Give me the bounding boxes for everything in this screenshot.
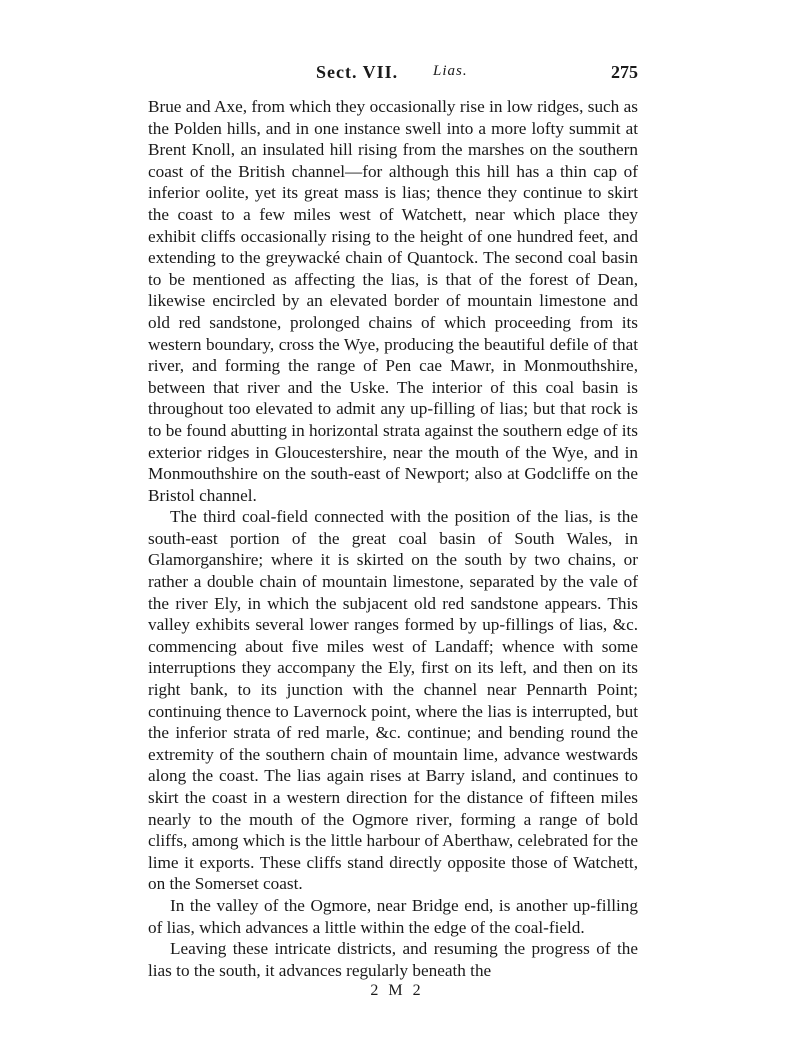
body-text — [148, 96, 638, 981]
section-heading: Sect. VII. — [316, 62, 399, 82]
paragraph-ogmore-valley: In the valley of the Ogmore, near Bridge end, is another up-filling of lias, which advances a little within the edge of the coal-field. — [148, 895, 638, 937]
paragraph-continued: Brue and Axe, from which they occasionally rise in low ridges, such as the Polden hills, and in one instance swell into a more lofty summit at Brent Knoll, an insulated hill rising from the marshes on the southern coast of the British channel—for although this hill has a thin cap of inferior oolite, yet its great mass is lias; thence they continue to skirt the coast to a few miles west of Watchett, near which place they exhibit cliffs occasionally rising to the height of one hundred feet, and extending to the greywacké chain of Quantock. The second coal basin to be mentioned as affecting the lias, is that of the forest of Dean, likewise encircled by an elevated border of mountain limestone and old red sandstone, prolonged chains of which proceeding from its western boundary, cross the Wye, producing the beautiful defile of that river, and forming the range of Pen cae Mawr, in Monmouthshire, between that river and the Uske. The interior of this coal basin is throughout too elevated to admit any up-filling of lias; but that rock is to be found abutting in horizontal strata against the southern edge of its exterior ridges in Gloucestershire, near the mouth of the Wye, and in Monmouthshire on the south-east of Newport; also at Godcliffe on the Bristol channel. — [148, 97, 638, 505]
running-head — [148, 62, 638, 88]
signature-mark: 2 M 2 — [370, 982, 424, 1000]
topic-heading: Lias. — [433, 63, 468, 79]
paragraph-leaving-districts: Leaving these intricate districts, and resuming the progress of the lias to the south, it advances regularly beneath the — [148, 939, 638, 980]
paragraph-third-coal-field: The third coal-field connected with the position of the lias, is the south-east portion of the great coal basin of South Wales, in Glamorganshire; where it is skirted on the south by two chains, or rather a double chain of mountain limestone, separated by the vale of the river Ely, in which the subjacent old red sandstone appears. This valley exhibits several lower ranges formed by up-fillings of lias, &c. commencing about five miles west of Landaff; whence with some interruptions they accompany the Ely, first on its left, and then on its right bank, to its junction with the channel near Pennarth Point; continuing thence to Lavernock point, where the lias is interrupted, but the inferior strata of red marle, &c. continue; and bending round the extremity of the southern chain of mountain lime, advance westwards along the coast. The lias again rises at Barry island, and continues to skirt the coast in a western direction for the distance of fifteen miles nearly to the mouth of the Ogmore river, forming a range of bold cliffs, among which is the little harbour of Aberthaw, celebrated for the lime it exports. These cliffs stand directly opposite those of Watchett, on the Somerset coast. — [148, 507, 638, 894]
book-page — [148, 62, 638, 1000]
page-number: 275 — [611, 62, 638, 82]
